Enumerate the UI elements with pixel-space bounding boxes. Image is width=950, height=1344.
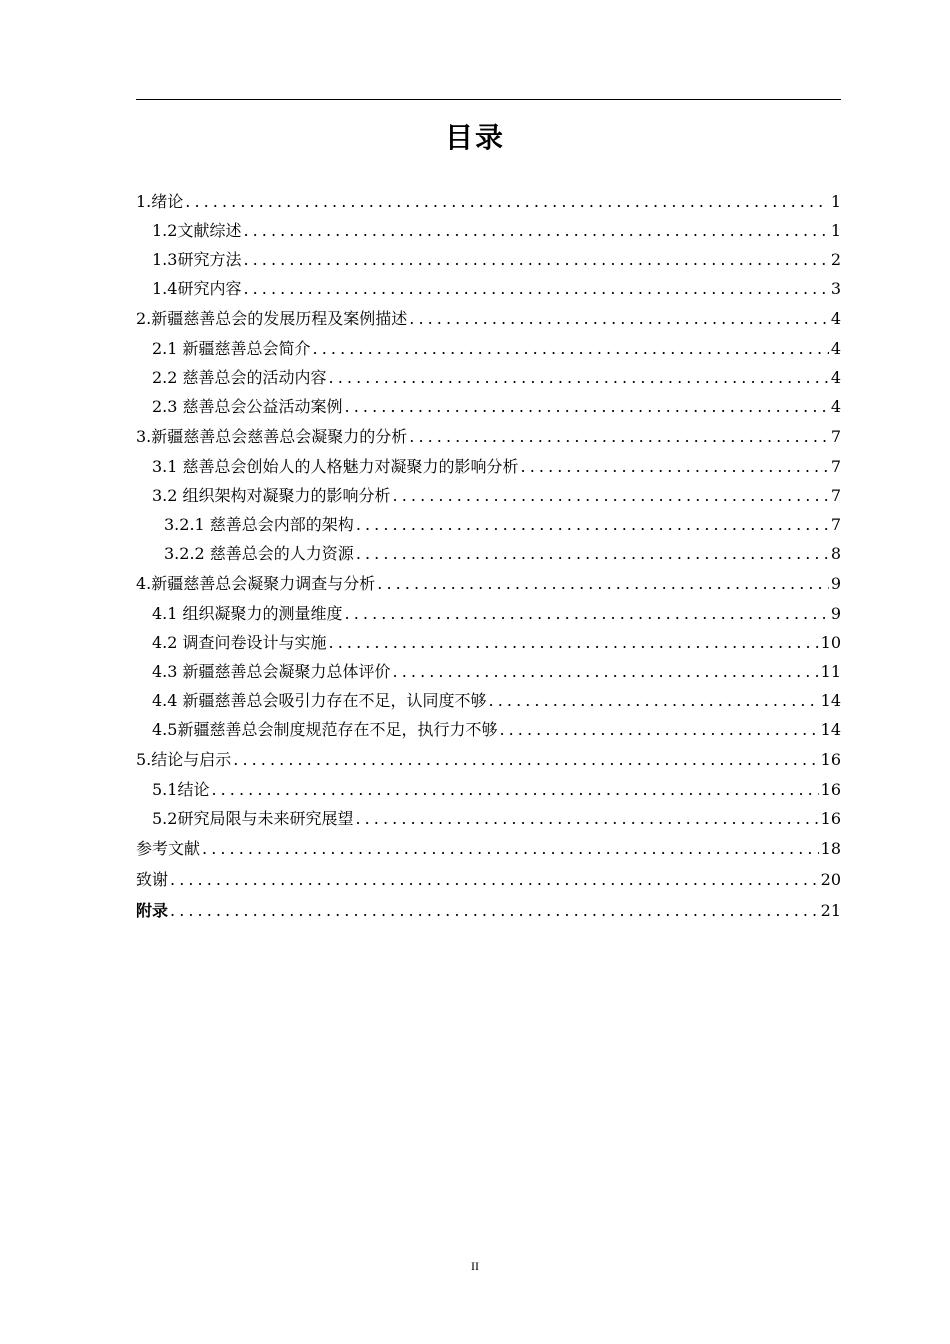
toc-dot-leader (521, 452, 829, 481)
toc-entry-page: 21 (820, 901, 841, 920)
toc-entry[interactable] (136, 334, 841, 363)
toc-entry[interactable] (136, 599, 841, 628)
toc-entry-page: 4 (830, 368, 841, 387)
toc-dot-leader (345, 392, 829, 421)
toc-entry[interactable] (136, 895, 841, 926)
toc-entry-page: 14 (820, 691, 841, 710)
toc-entry-page: 4 (830, 397, 841, 416)
toc-dot-leader (499, 715, 818, 744)
toc-entry[interactable] (136, 216, 841, 245)
toc-dot-leader (393, 481, 829, 510)
toc-entry-page: 9 (830, 604, 841, 623)
toc-entry-label: 1.绪论 (136, 192, 184, 211)
toc-dot-leader (202, 833, 819, 864)
toc-dot-leader (170, 895, 819, 926)
toc-entry-label: 参考文献 (136, 839, 201, 858)
toc-dot-leader (356, 539, 829, 568)
toc-entry[interactable] (136, 715, 841, 744)
toc-entry[interactable] (136, 833, 841, 864)
page-title: 目录 (444, 121, 505, 154)
toc-entry[interactable] (136, 274, 841, 303)
toc-entry-page: 9 (830, 574, 841, 593)
toc-dot-leader (243, 274, 828, 303)
toc-dot-leader (356, 510, 829, 539)
toc-entry-label: 4.3 新疆慈善总会凝聚力总体评价 (152, 662, 391, 681)
toc-entry-page: 16 (820, 750, 841, 769)
toc-entry-page: 4 (830, 309, 841, 328)
page-number: II (471, 1259, 479, 1273)
toc-entry[interactable] (136, 303, 841, 334)
toc-entry[interactable] (136, 245, 841, 274)
toc-entry-page: 7 (830, 457, 841, 476)
toc-entry-page: 1 (830, 221, 841, 240)
toc-entry-label: 3.新疆慈善总会慈善总会凝聚力的分析 (136, 427, 408, 446)
toc-entry[interactable] (136, 421, 841, 452)
toc-entry-label: 3.1 慈善总会创始人的人格魅力对凝聚力的影响分析 (152, 457, 519, 476)
toc-entry-label: 4.新疆慈善总会凝聚力调查与分析 (136, 574, 376, 593)
toc-entry-label: 3.2.1 慈善总会内部的架构 (164, 515, 354, 534)
toc-entry-label: 4.2 调查问卷设计与实施 (152, 633, 327, 652)
toc-dot-leader (243, 245, 828, 274)
toc-dot-leader (233, 744, 818, 775)
toc-entry-label: 3.2 组织架构对凝聚力的影响分析 (152, 486, 391, 505)
toc-list (136, 186, 841, 926)
toc-entry[interactable] (136, 452, 841, 481)
toc-entry-label: 附录 (136, 901, 169, 920)
toc-dot-leader (313, 334, 829, 363)
toc-entry-page: 8 (830, 544, 841, 563)
toc-entry-label: 4.4 新疆慈善总会吸引力存在不足，认同度不够 (152, 691, 487, 710)
toc-entry[interactable] (136, 775, 841, 804)
toc-dot-leader (329, 363, 829, 392)
toc-dot-leader (345, 599, 829, 628)
toc-entry[interactable] (136, 392, 841, 421)
toc-entry-page: 10 (820, 633, 841, 652)
toc-entry[interactable] (136, 363, 841, 392)
toc-entry-page: 16 (820, 809, 841, 828)
toc-dot-leader (409, 303, 829, 334)
toc-entry-page: 2 (830, 250, 841, 269)
toc-entry[interactable] (136, 568, 841, 599)
header-rule (136, 99, 841, 100)
toc-entry-label: 1.4研究内容 (152, 279, 242, 298)
toc-dot-leader (329, 628, 819, 657)
toc-entry-page: 11 (820, 662, 841, 681)
toc-dot-leader (377, 568, 829, 599)
toc-entry-page: 18 (820, 839, 841, 858)
toc-dot-leader (170, 864, 819, 895)
toc-entry[interactable] (136, 657, 841, 686)
toc-entry[interactable] (136, 686, 841, 715)
toc-entry-label: 1.2文献综述 (152, 221, 242, 240)
toc-entry-page: 4 (830, 339, 841, 358)
toc-entry-label: 1.3研究方法 (152, 250, 242, 269)
toc-entry-page: 7 (830, 427, 841, 446)
toc-entry-label: 2.2 慈善总会的活动内容 (152, 368, 327, 387)
toc-entry-page: 3 (830, 279, 841, 298)
toc-entry-label: 4.1 组织凝聚力的测量维度 (152, 604, 343, 623)
toc-entry[interactable] (136, 864, 841, 895)
toc-dot-leader (243, 216, 828, 245)
toc-entry-label: 4.5新疆慈善总会制度规范存在不足，执行力不够 (152, 720, 498, 739)
toc-dot-leader (409, 421, 829, 452)
toc-entry[interactable] (136, 804, 841, 833)
toc-entry-label: 5.结论与启示 (136, 750, 232, 769)
toc-dot-leader (489, 686, 819, 715)
toc-dot-leader (185, 186, 829, 217)
toc-entry-page: 7 (830, 515, 841, 534)
toc-entry-label: 5.2研究局限与未来研究展望 (152, 809, 354, 828)
toc-entry[interactable] (136, 539, 841, 568)
toc-entry-label: 致谢 (136, 870, 169, 889)
toc-entry[interactable] (136, 186, 841, 216)
toc-entry-label: 2.1 新疆慈善总会简介 (152, 339, 311, 358)
toc-entry-label: 5.1结论 (152, 780, 210, 799)
toc-entry[interactable] (136, 628, 841, 657)
toc-entry-page: 14 (820, 720, 841, 739)
toc-entry-page: 20 (820, 870, 841, 889)
toc-entry[interactable] (136, 510, 841, 539)
toc-entry-page: 1 (830, 192, 841, 211)
toc-dot-leader (393, 657, 819, 686)
toc-entry-label: 2.新疆慈善总会的发展历程及案例描述 (136, 309, 408, 328)
toc-entry-label: 2.3 慈善总会公益活动案例 (152, 397, 343, 416)
toc-entry[interactable] (136, 744, 841, 775)
toc-dot-leader (355, 804, 818, 833)
toc-entry-label: 3.2.2 慈善总会的人力资源 (164, 544, 354, 563)
toc-dot-leader (211, 775, 818, 804)
toc-entry[interactable] (136, 481, 841, 510)
toc-entry-page: 7 (830, 486, 841, 505)
toc-entry-page: 16 (820, 780, 841, 799)
